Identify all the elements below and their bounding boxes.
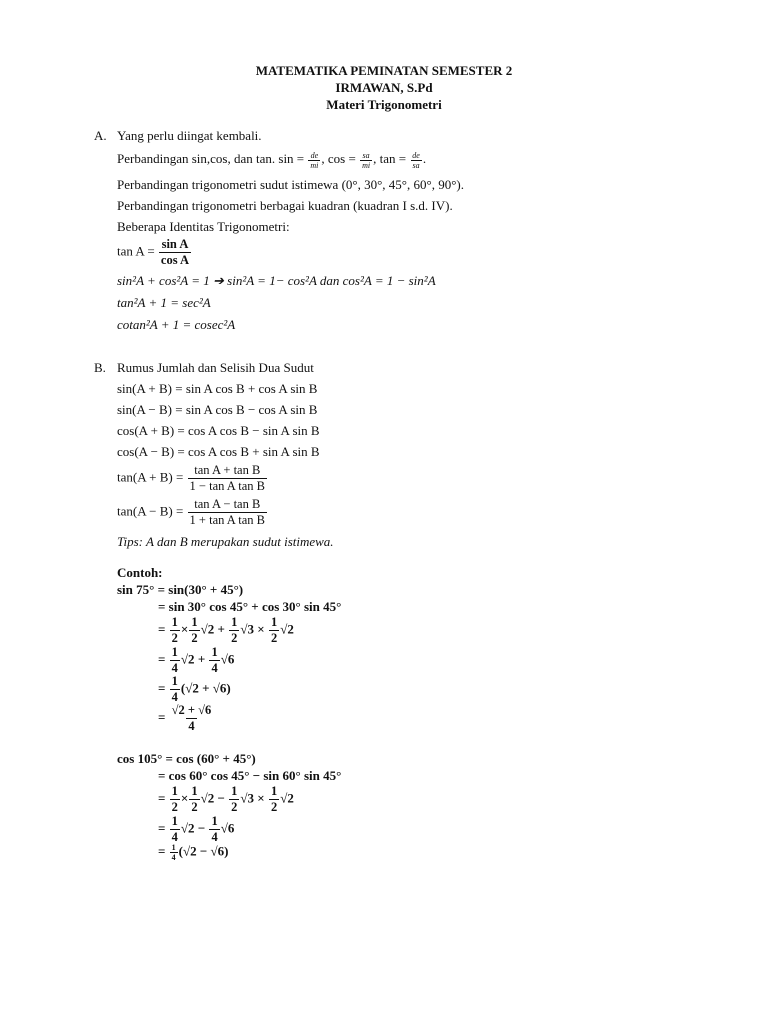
cos105-step2: = $\frac{1}{2}$ × $\frac{1}{2}$ √2 − $\frac{1}{2}$ √3 × $\frac{1}{2}$ √2 bbox=[158, 784, 294, 814]
ratio-cos: , cos = bbox=[321, 151, 356, 166]
author-name: IRMAWAN, S.Pd bbox=[335, 80, 433, 95]
tan-sum-lhs: tan(A + B) = bbox=[117, 469, 184, 485]
ratio-line bbox=[117, 148, 426, 170]
sin-diff-formula: sin(A − B) = sin A cos B − cos A sin B bbox=[117, 402, 318, 417]
sin75-step2: = $\frac{1}{2}$ × $\frac{1}{2}$ √2 + $\frac{1}{2}$ √3 × $\frac{1}{2}$ √2 bbox=[158, 615, 294, 645]
example-label: Contoh: bbox=[117, 565, 163, 580]
ratio-sin: sin = bbox=[278, 151, 305, 166]
sin75-result: = $\frac{√2 + √6}{4}$ bbox=[158, 703, 212, 733]
section-b-heading: Rumus Jumlah dan Selisih Dua Sudut bbox=[117, 360, 314, 375]
tan-identity-lhs: tan A = bbox=[117, 243, 155, 259]
sin75-step3: = $\frac{1}{4}$ √2 + $\frac{1}{4}$ √6 bbox=[158, 645, 235, 675]
tan-diff-formula bbox=[117, 497, 268, 528]
pythagorean-identity: sin²A + cos²A = 1 ➔ sin²A = 1− cos²A dan cos²A = 1 − sin²A bbox=[117, 273, 436, 288]
cos105-step1: = cos 60° cos 45° − sin 60° sin 45° bbox=[158, 768, 342, 783]
cos-fraction: $\frac{sa}{mi}$ bbox=[362, 150, 371, 170]
cos105-lhs: cos 105° = cos (60° + 45°) bbox=[117, 751, 256, 766]
sin75-step1: = sin 30° cos 45° + cos 30° sin 45° bbox=[158, 599, 342, 614]
sin-sum-formula: sin(A + B) = sin A cos B + cos A sin B bbox=[117, 381, 318, 396]
tan-identity bbox=[117, 237, 192, 268]
sin75-lhs: sin 75° = sin(30° + 45°) bbox=[117, 582, 244, 597]
cot-csc-identity: cotan²A + 1 = cosec²A bbox=[117, 317, 236, 332]
tan-sum-formula bbox=[117, 463, 268, 494]
ratio-period: . bbox=[422, 151, 427, 166]
section-b-marker: B. bbox=[94, 360, 106, 375]
tan-identity-fraction: $\frac{\text{sin A}}{\text{cos A}}$ bbox=[160, 237, 190, 267]
ratio-text: Perbandingan sin,cos, dan tan. bbox=[117, 151, 276, 166]
tan-sec-identity: tan²A + 1 = sec²A bbox=[117, 295, 211, 310]
quadrant-line: Perbandingan trigonometri berbagai kuadran (kuadran I s.d. IV). bbox=[117, 198, 453, 213]
cos105-result: = $\frac{1}{4}$ (√2 − √6) bbox=[158, 843, 229, 862]
tan-fraction: $\frac{de}{sa}$ bbox=[412, 150, 420, 170]
topic-title: Materi Trigonometri bbox=[326, 97, 442, 112]
tan-sum-fraction: $\frac{\text{tan A + tan B}}{\text{1 − tan A tan B}}$ bbox=[189, 463, 265, 493]
document-title: MATEMATIKA PEMINATAN SEMESTER 2 bbox=[255, 63, 513, 78]
section-a-marker: A. bbox=[94, 128, 107, 143]
identities-heading: Beberapa Identitas Trigonometri: bbox=[117, 219, 290, 234]
special-angles-line: Perbandingan trigonometri sudut istimewa (0°, 30°, 45°, 60°, 90°). bbox=[117, 177, 464, 192]
cos-sum-formula: cos(A + B) = cos A cos B − sin A sin B bbox=[117, 423, 320, 438]
sin75-step4: = $\frac{1}{4}$ (√2 + √6) bbox=[158, 674, 231, 704]
ratio-tan: , tan = bbox=[373, 151, 407, 166]
cos105-step3: = $\frac{1}{4}$ √2 − $\frac{1}{4}$ √6 bbox=[158, 814, 235, 844]
tips-note: Tips: A dan B merupakan sudut istimewa. bbox=[117, 534, 334, 549]
section-a-heading: Yang perlu diingat kembali. bbox=[117, 128, 262, 143]
tan-diff-lhs: tan(A − B) = bbox=[117, 503, 184, 519]
sin-fraction: $\frac{de}{mi}$ bbox=[310, 150, 319, 170]
cos-diff-formula: cos(A − B) = cos A cos B + sin A sin B bbox=[117, 444, 320, 459]
tan-diff-fraction: $\frac{\text{tan A − tan B}}{\text{1 + tan A tan B}}$ bbox=[189, 497, 265, 527]
